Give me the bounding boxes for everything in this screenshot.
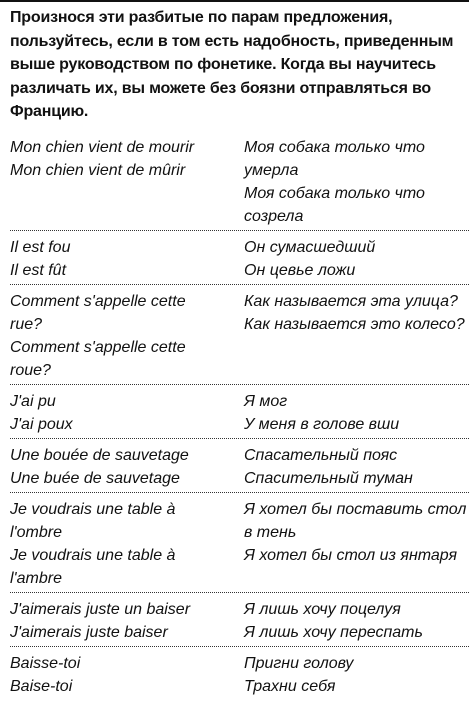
french-cell	[10, 652, 244, 698]
french-line: J'aimerais juste baiser	[10, 624, 168, 641]
russian-line: Я хотел бы стол из янтаря	[244, 547, 458, 564]
french-line: Baise-toi	[10, 678, 73, 695]
intro-line: Произнося эти разбитые по парам предложения,	[10, 9, 393, 26]
table-row	[10, 493, 469, 593]
french-line: Il est fût	[10, 262, 67, 279]
russian-line: Спасательный пояс	[244, 447, 398, 464]
french-line: Comment s'appelle cette	[10, 339, 186, 356]
french-cell	[10, 598, 244, 644]
french-cell	[10, 498, 244, 590]
russian-cell	[244, 498, 469, 590]
french-line: Je voudrais une table à	[10, 547, 176, 564]
top-rule	[0, 0, 469, 2]
french-line: Mon chien vient de mûrir	[10, 162, 186, 179]
russian-line: созрела	[244, 208, 304, 225]
russian-line: Я мог	[244, 393, 288, 410]
table-row	[10, 385, 469, 439]
russian-line: Я лишь хочу поцелуя	[244, 601, 401, 618]
french-line: Je voudrais une table à	[10, 501, 176, 518]
french-line: Il est fou	[10, 239, 71, 256]
russian-line: Пригни голову	[244, 655, 354, 672]
french-line: Baisse-toi	[10, 655, 81, 672]
russian-line: Спасительный туман	[244, 470, 413, 487]
intro-line: Францию.	[10, 103, 89, 120]
table-row	[10, 285, 469, 385]
russian-line: Моя собака только что	[244, 139, 425, 156]
french-line: l'ambre	[10, 570, 62, 587]
russian-line: умерла	[244, 162, 299, 179]
russian-line: У меня в голове вши	[244, 416, 400, 433]
table-row	[10, 593, 469, 647]
russian-line: в тень	[244, 524, 297, 541]
russian-line: Как называется это колесо?	[244, 316, 465, 333]
russian-line: Он сумасшедший	[244, 239, 376, 256]
phrase-pairs-table	[10, 136, 469, 700]
russian-line: Моя собака только что	[244, 185, 425, 202]
russian-line: Я лишь хочу переспать	[244, 624, 423, 641]
table-row	[10, 439, 469, 493]
french-line: rue?	[10, 316, 43, 333]
table-row	[10, 231, 469, 285]
russian-line: Я хотел бы поставить стол	[244, 501, 467, 518]
french-cell	[10, 390, 244, 436]
table-row	[10, 647, 469, 700]
french-line: l'ombre	[10, 524, 62, 541]
french-cell	[10, 236, 244, 282]
intro-line: пользуйтесь, если в том есть надобность, приведенным	[10, 32, 454, 50]
russian-cell	[244, 444, 469, 490]
russian-cell	[244, 598, 469, 644]
french-cell	[10, 290, 244, 382]
french-cell	[10, 444, 244, 490]
french-line: roue?	[10, 362, 51, 379]
french-line: Une buée de sauvetage	[10, 470, 180, 487]
french-line: J'ai poux	[10, 416, 73, 433]
french-line: J'aimerais juste un baiser	[10, 601, 191, 618]
russian-cell	[244, 136, 469, 228]
french-line: Comment s'appelle cette	[10, 293, 186, 310]
russian-cell	[244, 236, 469, 282]
intro-paragraph	[10, 6, 454, 124]
table-row	[10, 136, 469, 231]
french-cell	[10, 136, 244, 228]
intro-line: различать их, вы можете без боязни отправляться во	[10, 79, 431, 97]
russian-line: Трахни себя	[244, 678, 336, 695]
russian-cell	[244, 390, 469, 436]
intro-line: выше руководством по фонетике. Когда вы научитесь	[10, 56, 436, 73]
russian-cell	[244, 652, 469, 698]
russian-line: Он цевье ложи	[244, 262, 356, 279]
russian-cell	[244, 290, 469, 382]
french-line: Une bouée de sauvetage	[10, 447, 189, 464]
french-line: Mon chien vient de mourir	[10, 139, 195, 156]
russian-line: Как называется эта улица?	[244, 293, 458, 310]
french-line: J'ai pu	[10, 393, 56, 410]
